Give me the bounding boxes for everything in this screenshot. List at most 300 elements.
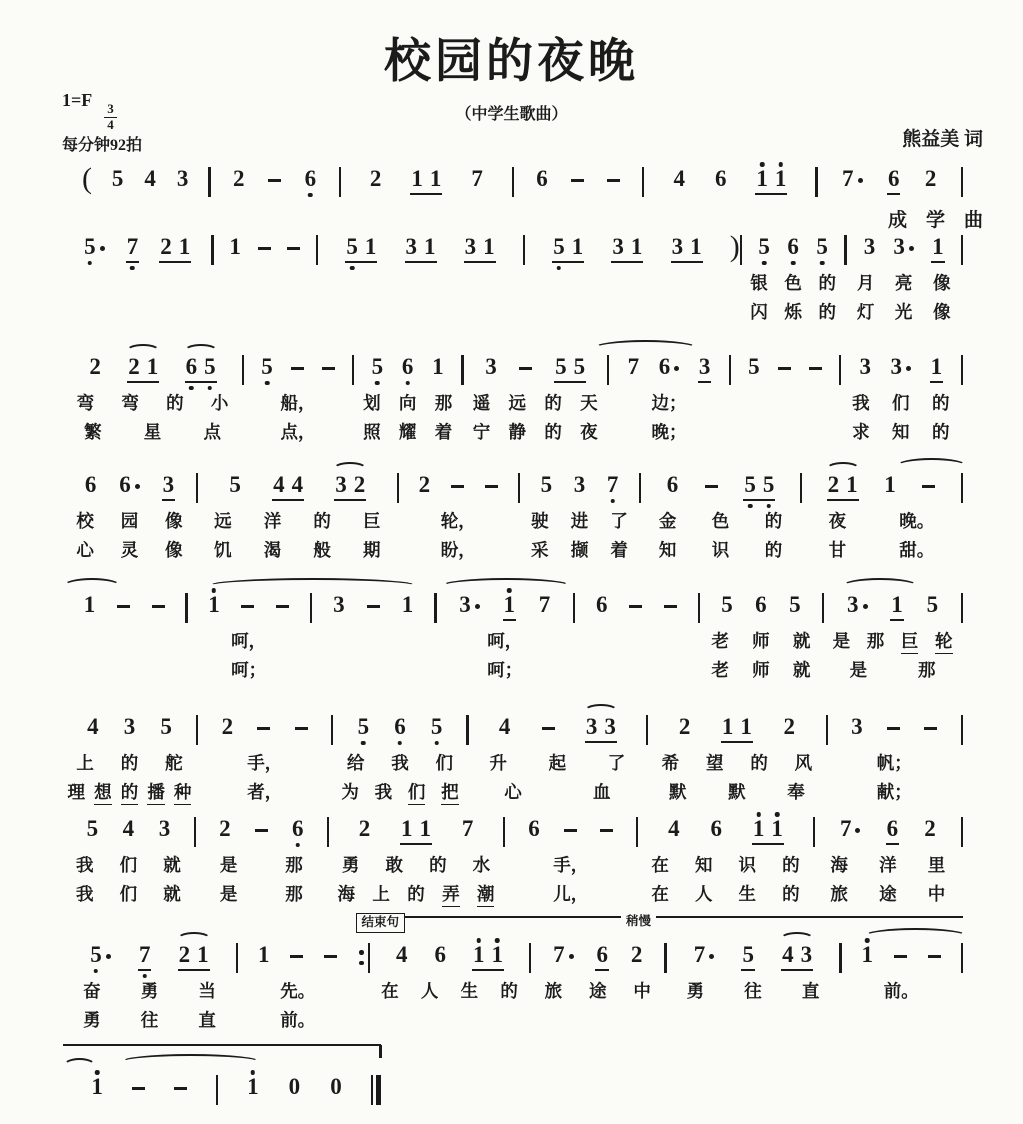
lyric-syllable: 的 (782, 855, 800, 875)
measure (742, 234, 844, 328)
note: 4 (668, 816, 680, 841)
lyric-syllable: 灵 (120, 540, 139, 560)
augmentation-dot (100, 246, 105, 251)
lyric-row-2 (354, 420, 461, 448)
octave-dot-low (361, 741, 366, 746)
note-group (755, 166, 787, 195)
measure-notes (644, 166, 815, 202)
octave-dot-low (265, 381, 270, 386)
barline (961, 235, 963, 265)
lyric-row-1 (198, 751, 331, 779)
note: 7 (553, 942, 565, 967)
note-group (246, 1074, 260, 1100)
note-group (131, 1074, 146, 1090)
note-group (931, 234, 945, 263)
note-group (176, 166, 190, 192)
note: 5 (763, 472, 775, 498)
lyric-syllable: 为 (341, 782, 359, 802)
measure-notes (531, 942, 664, 978)
octave-dot-high (95, 1070, 100, 1075)
note: 1 (197, 942, 209, 967)
final-barline (376, 1075, 382, 1105)
measure-notes (464, 354, 607, 390)
note: 1 (258, 942, 270, 967)
note-group (720, 592, 734, 618)
note-group (658, 354, 681, 380)
measure (318, 234, 523, 328)
lyric-syllable: 奋 (83, 981, 101, 1001)
note-group (540, 472, 554, 498)
note: 2 (678, 714, 691, 739)
lyric-syllable: 在 (651, 855, 669, 875)
lyric-syllable: 的 (120, 753, 139, 773)
note-group (721, 714, 753, 743)
note-group (450, 472, 465, 488)
note-group (747, 354, 761, 380)
dash-hold (607, 179, 620, 182)
measures-row (63, 942, 963, 1036)
slur-arc (120, 1054, 261, 1070)
lyric-syllable: 采 (531, 540, 549, 560)
note-group (892, 234, 915, 260)
octave-dot-low (350, 266, 355, 271)
measure-notes (641, 472, 800, 508)
lyric-row-1 (731, 391, 838, 419)
lyric-syllable: 血 (592, 782, 611, 802)
measure (214, 234, 316, 328)
measure (609, 354, 729, 448)
note-group (786, 234, 800, 260)
note: 4 (122, 816, 135, 841)
measure-notes (211, 166, 339, 202)
lyric-syllable: 呵； (231, 660, 267, 680)
lyric-row-2 (609, 420, 729, 448)
note: 7 (693, 942, 706, 967)
note: 5 (789, 592, 801, 617)
note: 1 (571, 234, 584, 259)
note-group (472, 942, 504, 971)
note: 5 (84, 234, 96, 260)
octave-dot-low (610, 499, 615, 504)
lyric-syllable: 献； (876, 782, 912, 802)
note-group (552, 234, 584, 263)
octave-dot-low (766, 504, 771, 509)
lyric-row-2 (700, 658, 822, 686)
note: 1 (401, 816, 413, 841)
lyric-syllable: 心 (76, 540, 94, 560)
note-group (294, 714, 309, 730)
lyric-syllable: 我 (76, 855, 94, 875)
note-group (926, 592, 940, 618)
measures-row (63, 354, 963, 448)
lyric-row-2 (641, 538, 800, 566)
note: 3 (859, 354, 871, 379)
measure (218, 1074, 371, 1110)
lyric-syllable: 知 (658, 540, 677, 560)
lyric-syllable: 上 (372, 884, 390, 904)
note-group (267, 166, 282, 182)
lyric-syllable: 帆； (876, 753, 912, 773)
lyric-syllable: 儿， (553, 884, 589, 904)
note-group (118, 472, 141, 498)
note: 1 (690, 234, 702, 259)
note: 5 (372, 354, 384, 380)
note: 5 (553, 234, 565, 260)
measure (641, 472, 800, 566)
arc-layer (63, 218, 963, 234)
lyric-syllable: 舵 (165, 753, 183, 773)
time-signature (104, 102, 117, 133)
octave-dot-low (820, 261, 825, 266)
note-group (863, 234, 877, 260)
lyric-row-1 (238, 979, 357, 1007)
note-group (924, 166, 938, 192)
note-group (158, 816, 172, 842)
section-label: 稍慢 (621, 913, 656, 931)
lyric-syllable: 的 (764, 511, 783, 531)
note-group (628, 592, 643, 608)
lyric-row-2 (824, 658, 961, 686)
lyric-syllable: 是 (219, 884, 238, 904)
lyric-syllable: 前。 (883, 981, 919, 1001)
note: 3 (459, 592, 471, 617)
note: 3 (158, 816, 171, 841)
note-group (275, 592, 290, 608)
lyric-syllable: 的 (313, 511, 331, 531)
score-line (63, 1044, 381, 1110)
note: 6 (666, 472, 679, 497)
lyric-syllable: 月 (856, 273, 875, 293)
lyric-row-2 (638, 882, 812, 910)
octave-dot-low (398, 741, 403, 746)
note-group (89, 942, 112, 968)
measures-row (63, 714, 963, 808)
note-group (458, 592, 481, 618)
octave-dot-low (748, 504, 753, 509)
measure-notes (63, 1074, 216, 1110)
note: 6 (186, 354, 198, 380)
note: 1 (473, 942, 485, 968)
note-group (111, 166, 125, 192)
measure (464, 354, 607, 448)
measure (238, 942, 357, 1036)
lyric-row-1 (842, 979, 961, 1007)
note: 5 (573, 354, 586, 379)
lyric-row-2 (525, 300, 730, 328)
close-paren: ) (729, 230, 740, 263)
lyric-row-2 (63, 538, 196, 566)
note-group (288, 1074, 302, 1100)
lyric-syllable: 的 (544, 393, 562, 413)
note: 1 (740, 714, 752, 739)
lyric-syllable: 般 (313, 540, 331, 560)
note-group (221, 714, 235, 740)
lyric-syllable: 直 (198, 1010, 216, 1030)
measure-notes (63, 234, 211, 270)
lyric-syllable: 烁 (784, 302, 802, 322)
octave-dot-low (189, 386, 194, 391)
note-group (611, 234, 643, 263)
composer-credit: 成 学 曲 (887, 210, 983, 231)
note-group (535, 166, 549, 192)
measure (63, 354, 242, 448)
note: 6 (886, 816, 899, 841)
note-group (484, 472, 499, 488)
note-group (570, 166, 585, 182)
note-group (921, 472, 936, 488)
ending-bracket-line (356, 916, 964, 918)
note: 4 (498, 714, 511, 739)
note: 6 (595, 592, 608, 617)
note: 3 (335, 472, 347, 497)
measure (847, 234, 961, 328)
measure (63, 162, 208, 202)
lyric-syllable: 的 (429, 855, 447, 875)
note: 6 (84, 472, 97, 497)
measure-notes (63, 816, 194, 852)
lyric-row-1 (847, 271, 961, 299)
note-group (538, 592, 552, 618)
lyric-row-2 (505, 882, 636, 910)
note: 6 (528, 816, 540, 841)
arc-layer (63, 1044, 381, 1074)
measure (575, 592, 697, 686)
measure-notes (370, 942, 529, 978)
note: 7 (842, 166, 854, 191)
note-group (666, 472, 680, 498)
key-signature (62, 90, 117, 133)
dash-hold (778, 367, 791, 370)
measure (514, 166, 642, 202)
measures-row (63, 472, 963, 566)
dash-hold (809, 367, 822, 370)
lyric-syllable: 那 (917, 660, 936, 680)
lyric-row-1 (333, 751, 466, 779)
lyric-syllable: 把 (441, 780, 459, 805)
note-group (228, 234, 242, 260)
note: 7 (471, 166, 483, 191)
lyric-syllable: 的 (764, 540, 783, 560)
note: 1 (83, 592, 96, 617)
note-group (369, 166, 383, 192)
note: 3 (485, 354, 497, 379)
note-group (741, 942, 755, 971)
dash-hold (928, 955, 941, 958)
note: 5 (111, 166, 124, 191)
note-group (693, 942, 716, 968)
note-group (781, 942, 813, 971)
measure-notes (196, 816, 327, 852)
note: 1 (429, 166, 442, 191)
lyric-syllable: 是 (219, 855, 238, 875)
note-group (518, 354, 533, 370)
measure (63, 472, 196, 566)
measure-notes (818, 166, 961, 202)
lyric-row-2 (742, 300, 844, 328)
note-group (663, 592, 678, 608)
lyric-row-2 (214, 300, 316, 328)
measure (700, 592, 822, 686)
lyric-syllable: 轮 (935, 629, 953, 654)
measure (644, 166, 815, 202)
note-group (808, 354, 823, 370)
lyric-syllable: 的 (932, 422, 950, 442)
note: 7 (839, 816, 852, 841)
dash-hold (257, 727, 270, 730)
lyric-syllable: 默 (669, 782, 687, 802)
lyric-row-2 (238, 1008, 357, 1036)
lyric-syllable: 的 (750, 753, 768, 773)
augmentation-dot (475, 604, 480, 609)
measure-notes (648, 714, 825, 750)
measures-row (63, 162, 963, 202)
note: 6 (394, 714, 406, 740)
note-group (185, 354, 217, 383)
lyric-syllable: 小 (210, 393, 229, 413)
note: 5 (816, 234, 828, 260)
lyric-syllable: 识 (711, 540, 730, 560)
lyric-row-1 (354, 391, 461, 419)
lyric-syllable: 的 (166, 393, 184, 413)
lyric-syllable: 当 (198, 981, 216, 1001)
lyric-row-2 (575, 658, 697, 686)
note: 3 (893, 234, 905, 259)
note-group (827, 472, 859, 501)
measure (63, 942, 236, 1036)
measure-notes (63, 162, 208, 202)
note: 4 (291, 472, 304, 497)
lyric-syllable: 闪 (750, 302, 768, 322)
note: 3 (698, 354, 711, 379)
note-group (122, 816, 136, 842)
lyric-row-1 (399, 509, 518, 537)
measure-notes (399, 472, 518, 508)
measure (841, 354, 961, 448)
augmentation-dot (909, 246, 914, 251)
lyric-syllable: 像 (933, 273, 951, 293)
measure (802, 472, 961, 566)
note: 2 (160, 234, 172, 259)
measure-notes (63, 592, 185, 628)
score-line (63, 218, 963, 328)
lyric-syllable: 像 (165, 540, 183, 560)
lyric-row-1 (63, 629, 185, 657)
lyric-syllable: 进 (570, 511, 589, 531)
note-group (159, 714, 173, 740)
note-group (585, 714, 617, 743)
note-group (228, 472, 242, 498)
lyric-syllable: 默 (728, 782, 746, 802)
note: 3 (863, 234, 876, 259)
note-group (116, 592, 131, 608)
lyric-row-1 (437, 629, 574, 657)
lyric-syllable: 就 (792, 660, 811, 680)
note-group (595, 592, 609, 618)
dash-hold (664, 605, 677, 608)
note-group (893, 942, 908, 958)
note-group (334, 472, 366, 501)
lyric-syllable: 先。 (280, 981, 316, 1001)
measure-notes (667, 942, 840, 978)
note-group (672, 166, 686, 192)
octave-dot-high (251, 1070, 256, 1075)
lyric-syllable: 旅 (544, 981, 563, 1001)
open-paren: ( (81, 162, 92, 195)
measure (525, 234, 730, 328)
dash-hold (324, 955, 337, 958)
note: 4 (87, 714, 99, 739)
note-group (850, 714, 864, 740)
note-group (886, 816, 900, 845)
note-group (126, 234, 140, 263)
lyric-row-2 (520, 538, 639, 566)
measure (198, 714, 331, 808)
measure-notes (329, 816, 503, 852)
note: 4 (782, 942, 794, 967)
measure (531, 942, 664, 1036)
note-group (861, 942, 875, 968)
lyric-row-2 (329, 882, 503, 910)
dash-hold (290, 955, 303, 958)
note: 1 (721, 714, 734, 739)
barline (961, 167, 963, 197)
note: 3 (800, 942, 813, 967)
dash-hold (571, 179, 584, 182)
lyric-syllable: 们 (408, 780, 426, 805)
note-group (257, 234, 272, 250)
note: 3 (123, 714, 136, 739)
measure-notes (742, 234, 844, 270)
octave-dot-high (778, 162, 783, 167)
measure-notes (318, 234, 523, 270)
note: 6 (658, 354, 671, 379)
note-group (788, 592, 802, 618)
dash-hold (241, 605, 254, 608)
dash-hold (600, 829, 613, 832)
measure-notes (312, 592, 434, 628)
note-group (321, 354, 336, 370)
note-group (405, 234, 437, 263)
lyric-syllable: 了 (610, 511, 628, 531)
note: 5 (204, 354, 216, 380)
note-group (883, 472, 897, 498)
lyric-syllable: 者， (247, 782, 283, 802)
note-group (431, 354, 445, 380)
lyric-syllable: 就 (792, 631, 811, 651)
measure-notes (847, 234, 961, 270)
note-group (757, 234, 771, 260)
note: 3 (890, 354, 903, 379)
lyric-syllable: 老 (711, 631, 729, 651)
note-group (430, 714, 444, 740)
barline (961, 943, 963, 973)
note-group (86, 714, 100, 740)
note: 2 (827, 472, 840, 497)
lyric-row-1 (828, 751, 961, 779)
lyric-syllable: 水 (472, 855, 491, 875)
octave-dot-low (791, 261, 796, 266)
measure (333, 714, 466, 808)
augmentation-dot (863, 604, 868, 609)
note: 6 (305, 166, 317, 192)
lyric-syllable: 洋 (879, 855, 897, 875)
lyric-syllable: 我 (391, 753, 409, 773)
lyric-syllable: 人 (694, 884, 713, 904)
note: 5 (229, 472, 241, 497)
lyric-row-1 (63, 853, 194, 881)
measure (196, 816, 327, 910)
note: 3 (604, 714, 616, 739)
